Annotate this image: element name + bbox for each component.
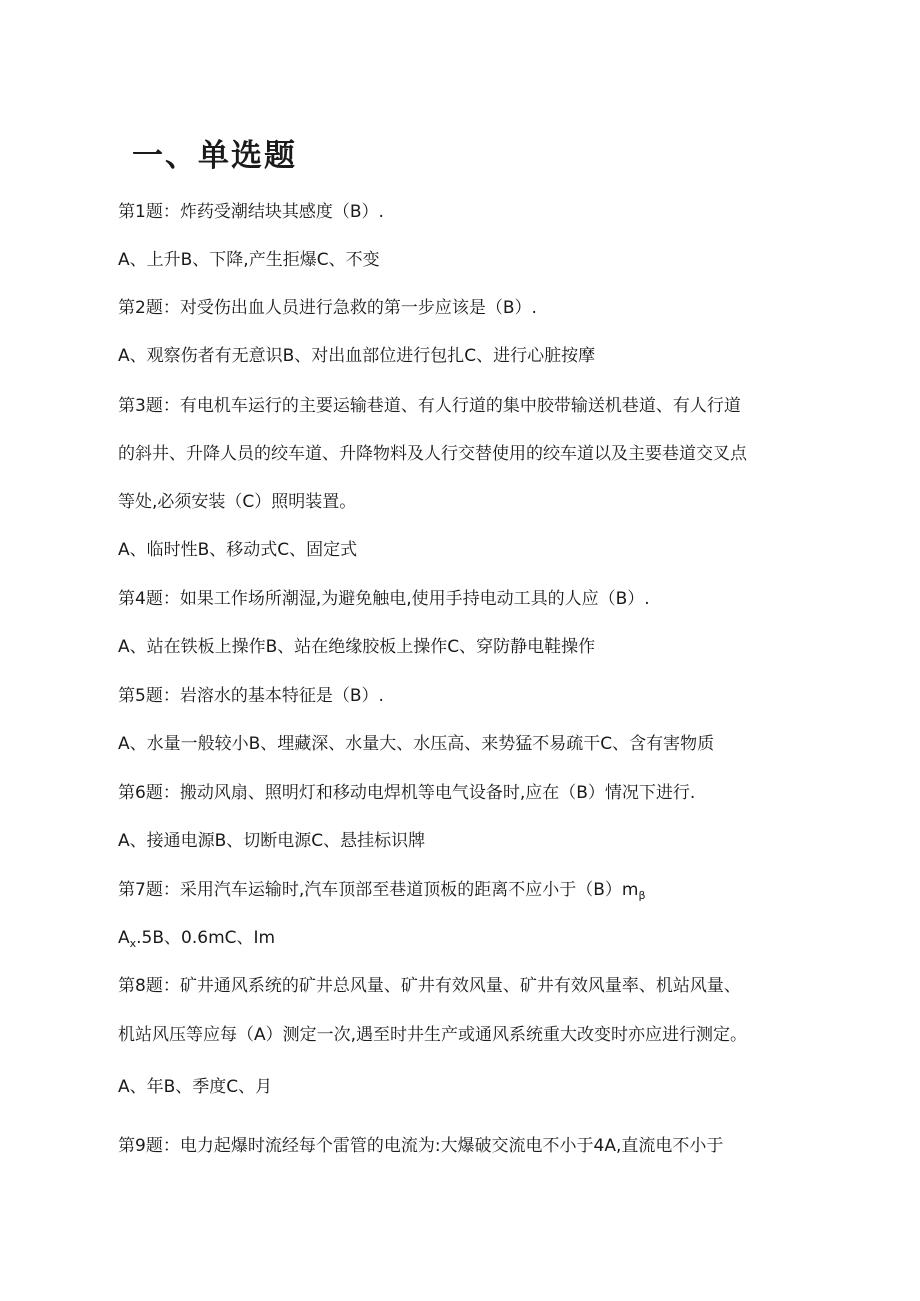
options-3: A、临时性B、移动式C、固定式 [118,540,358,560]
options-8: A、年B、季度C、月 [118,1077,273,1097]
question-1: 第1题：炸药受潮结块其感度（B）. [118,202,384,222]
question-7-text: 第7题：采用汽车运输时,汽车顶部至巷道顶板的距离不应小于（B）m [118,880,639,900]
question-3-line-3: 等处,必须安装（C）照明装置。 [118,492,357,512]
section-title: 一、单选题 [132,138,297,174]
question-4: 第4题：如果工作场所潮湿,为避免触电,使用手持电动工具的人应（B）. [118,589,650,609]
question-7-subscript: β [638,889,646,902]
question-3-line-1: 第3题：有电机车运行的主要运输巷道、有人行道的集中胶带输送机巷道、有人行道 [118,396,741,416]
options-7-prefix: A [118,928,130,948]
question-3-line-2: 的斜井、升降人员的绞车道、升降物料及人行交替使用的绞车道以及主要巷道交叉点 [118,444,747,464]
options-5: A、水量一般较小B、埋藏深、水量大、水压高、来势猛不易疏干C、含有害物质 [118,734,715,754]
question-7 [118,878,645,902]
question-6: 第6题：搬动风扇、照明灯和移动电焊机等电气设备时,应在（B）情况下进行. [118,783,696,803]
options-1: A、上升B、下降,产生拒爆C、不变 [118,250,380,270]
options-4: A、站在铁板上操作B、站在绝缘胶板上操作C、穿防静电鞋操作 [118,637,596,657]
question-9: 第9题：电力起爆时流经每个雷管的电流为:大爆破交流电不小于4A,直流电不小于 [118,1136,724,1156]
question-8-line-1: 第8题：矿井通风系统的矿井总风量、矿井有效风量、矿井有效风量率、机站风量、 [118,976,741,996]
options-7-rest: .5B、0.6mC、Im [136,928,276,948]
options-2: A、观察伤者有无意识B、对出血部位进行包扎C、进行心脏按摩 [118,346,596,366]
question-8-line-2: 机站风压等应每（A）测定一次,遇至时井生产或通风系统重大改变时亦应进行测定。 [118,1025,748,1045]
options-7-subscript: x [129,937,137,950]
options-7 [118,926,275,950]
question-5: 第5题：岩溶水的基本特征是（B）. [118,686,384,706]
question-2: 第2题：对受伤出血人员进行急救的第一步应该是（B）. [118,298,537,318]
options-6: A、接通电源B、切断电源C、悬挂标识牌 [118,831,426,851]
